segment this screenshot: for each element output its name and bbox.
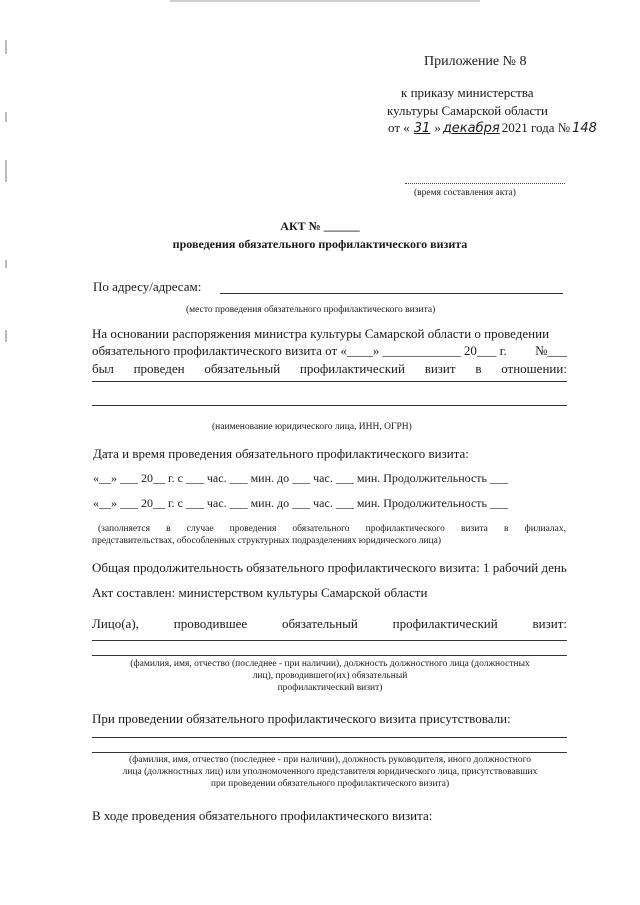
- inspectors-caption-3: профилактический визит): [277, 683, 383, 693]
- handwritten-number: 148: [572, 121, 597, 136]
- present-caption-2: лица (должностных лиц) или уполномоченного представителя юридического лица, присутствовавших: [122, 767, 538, 777]
- entity-caption: (наименование юридического лица, ИНН, ОГРН): [212, 422, 412, 432]
- act-title: АКТ № ______: [280, 219, 360, 233]
- address-field[interactable]: [220, 293, 563, 294]
- basis-word: в: [475, 361, 482, 376]
- inspectors-word: визит:: [532, 616, 567, 631]
- act-time-caption: (время составления акта): [414, 188, 516, 198]
- handwritten-month: декабря: [442, 121, 500, 136]
- inspectors-word: Лицо(а),: [92, 616, 139, 631]
- inspectors-caption-2: лиц), проводившего(их) обязательный: [252, 671, 408, 681]
- handwritten-day: 31: [413, 121, 431, 136]
- address-caption: (место проведения обязательного профилактического визита): [186, 305, 436, 315]
- present-field-2[interactable]: [92, 752, 567, 753]
- datetime-note-1: (заполняется в случае проведения обязательного профилактического визита в филиалах,: [98, 524, 566, 534]
- basis-line-3: [92, 361, 567, 377]
- datetime-note-2: представительствах, обособленных структурных подразделениях юридического лица): [92, 536, 442, 546]
- inspectors-field-1[interactable]: [92, 640, 567, 641]
- basis-word: проведен: [133, 361, 185, 376]
- present-caption-3: при проведении обязательного профилактического визита): [210, 779, 450, 789]
- date-prefix: от «: [388, 120, 410, 135]
- scan-top-border: [170, 0, 480, 2]
- act-time-line: [405, 183, 565, 184]
- basis-date-text: обязательного профилактического визита от «____» ____________ 20___ г.: [92, 343, 507, 358]
- scan-left-edge: [0, 0, 14, 905]
- datetime-row-2: «__» ___ 20__ г. с ___ час. ___ мин. до ___ час. ___ мин. Продолжительность ___: [93, 496, 509, 510]
- date-mid: »: [434, 120, 441, 135]
- present-field-1[interactable]: [92, 737, 567, 738]
- basis-word: визит: [424, 361, 456, 376]
- composed-by: Акт составлен: министерством культуры Самарской области: [92, 585, 428, 600]
- total-duration: Общая продолжительность обязательного профилактического визита: 1 рабочий день: [92, 560, 567, 575]
- entity-field-1[interactable]: [92, 381, 567, 382]
- basis-line-1: На основании распоряжения министра культуры Самарской области о проведении: [92, 326, 550, 341]
- basis-line-2: [92, 343, 567, 359]
- inspectors-word: проводившее: [173, 616, 248, 631]
- appendix-number: Приложение № 8: [424, 54, 527, 69]
- present-label: При проведении обязательного профилактического визита присутствовали:: [92, 711, 511, 726]
- inspectors-field-2[interactable]: [92, 655, 567, 656]
- basis-word: отношении:: [501, 361, 567, 376]
- basis-word: обязательный: [204, 361, 281, 376]
- order-line-2: культуры Самарской области: [387, 103, 548, 118]
- inspectors-caption-1: (фамилия, имя, отчество (последнее - при наличии), должность должностного лица (должностных: [130, 659, 530, 669]
- order-line-1: к приказу министерства: [401, 85, 534, 100]
- date-year: 2021 года №: [501, 120, 571, 135]
- basis-number-text: №___: [535, 343, 567, 358]
- entity-field-2[interactable]: [92, 405, 567, 406]
- during-heading: В ходе проведения обязательного профилактического визита:: [92, 808, 433, 823]
- basis-word: профилактический: [299, 361, 405, 376]
- datetime-label: Дата и время проведения обязательного профилактического визита:: [93, 446, 469, 461]
- address-label: По адресу/адресам:: [93, 279, 202, 294]
- order-date-line: [388, 120, 597, 136]
- datetime-row-1: «__» ___ 20__ г. с ___ час. ___ мин. до ___ час. ___ мин. Продолжительность ___: [93, 471, 509, 485]
- inspectors-word: профилактический: [392, 616, 498, 631]
- act-subtitle: проведения обязательного профилактического визита: [172, 237, 468, 251]
- inspectors-line: [92, 616, 567, 632]
- basis-word: был: [92, 361, 114, 376]
- inspectors-word: обязательный: [281, 616, 358, 631]
- present-caption-1: (фамилия, имя, отчество (последнее - при наличии), должность руководителя, иного должностного: [129, 755, 531, 765]
